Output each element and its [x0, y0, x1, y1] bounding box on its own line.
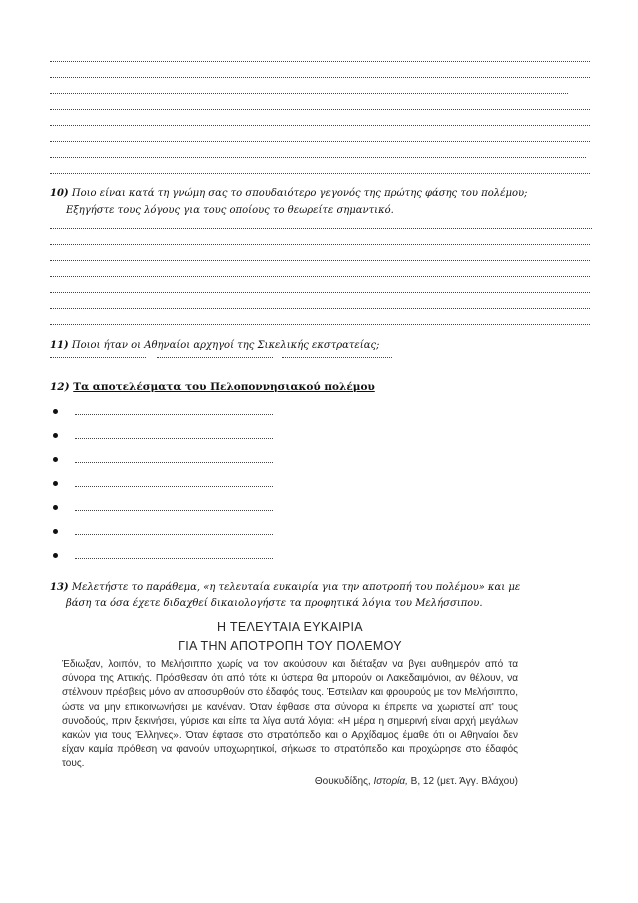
answer-line — [75, 486, 273, 487]
answer-line — [50, 172, 590, 174]
bullet-icon — [53, 457, 58, 462]
answer-line — [50, 259, 590, 261]
answer-line — [50, 76, 590, 78]
excerpt-subtitle: ΓΙΑ ΤΗΝ ΑΠΟΤΡΟΠΗ ΤΟΥ ΠΟΛΕΜΟΥ — [178, 639, 402, 653]
excerpt-body: Έδιωξαν, λοιπόν, το Μελήσιππο χωρίς να τον ακούσουν και διέταξαν να βγει αυθημερόν από τα σύνορα της Αττικής. Πρόσθεσαν ότι από τότε κι ύστερα θα μπορούν οι Λακεδαιμόνιοι, αν θέλουν, να στέλνουν πρέσβεις μόνο αν αποσυρθούν στο έδαφός τους. Έστειλαν και φρουρούς με τον Μελήσιππο, ώστε να μην επικοινωνήσει με κανέναν. Όταν έφθασε στα σύνορα κι έπρεπε να χωριστεί απ' τους συνοδούς, πριν ξεκινήσει, γύρισε και είπε τα λίγα αυτά λόγια: «Η μέρα η σημερινή είναι αρχή μεγάλων κακών για τους Έλληνες». Όταν έφτασε στο στρατόπεδο και ο Αρχίδαμος έμαθε ότι οι Αθηναίοι δεν είχαν καμία πρόθεση να φανούν υποχωρητικοί, σήκωσε το στρατόπεδο και προχώρησε στο έδαφός τους. — [62, 659, 518, 770]
answer-line — [75, 414, 273, 415]
answer-line — [75, 462, 273, 463]
question-13 — [50, 581, 520, 595]
question-number: 12) — [50, 381, 70, 393]
bullet-icon — [53, 481, 58, 486]
excerpt-title: Η ΤΕΛΕΥΤΑΙΑ ΕΥΚΑΙΡΙΑ — [217, 620, 363, 634]
answer-line — [75, 438, 273, 439]
question-10 — [50, 187, 527, 201]
source-author: Θουκυδίδης, — [314, 776, 371, 787]
answer-blank — [282, 356, 392, 358]
question-number: 13) — [50, 582, 69, 593]
source-excerpt — [62, 620, 518, 828]
answer-line — [50, 323, 590, 325]
question-text: Ποιοι ήταν οι Αθηναίοι αρχηγοί της Σικελικής εκστρατείας; — [71, 340, 380, 351]
answer-line — [50, 275, 590, 277]
question-text: Τα αποτελέσματα του Πελοποννησιακού πολέμου — [73, 381, 375, 393]
question-text: Μελετήστε το παράθεμα, «η τελευταία ευκαιρία για την αποτροπή του πολέμου» και με — [71, 582, 521, 593]
list-item — [50, 453, 270, 467]
answer-line — [75, 534, 273, 535]
answer-line — [50, 124, 590, 126]
answer-blank — [157, 356, 273, 358]
list-item — [50, 501, 270, 515]
bullet-icon — [53, 529, 58, 534]
answer-line — [50, 108, 590, 110]
bullet-icon — [53, 505, 58, 510]
question-12-heading — [50, 381, 375, 393]
answer-blank — [50, 356, 146, 358]
question-11 — [50, 339, 379, 353]
answer-line — [50, 60, 590, 62]
answer-line — [50, 140, 590, 142]
bullet-icon — [53, 553, 58, 558]
list-item — [50, 429, 270, 443]
answer-line — [50, 227, 592, 229]
answer-line — [50, 291, 590, 293]
bullet-icon — [53, 409, 58, 414]
question-number: 10) — [50, 188, 69, 199]
list-item — [50, 405, 270, 419]
answer-line — [50, 243, 590, 245]
question-10-line2: Εξηγήστε τους λόγους για τους οποίους το θεωρείτε σημαντικό. — [66, 205, 394, 216]
answer-line — [50, 156, 586, 158]
list-item — [50, 549, 270, 563]
source-work: Ιστορία, — [373, 776, 408, 787]
answer-line — [50, 307, 590, 309]
excerpt-source — [315, 776, 518, 787]
answer-line — [50, 92, 568, 94]
question-13-line2: βάση τα όσα έχετε διδαχθεί δικαιολογήστε τα προφητικά λόγια του Μελήσσιπου. — [66, 598, 483, 609]
question-text: Ποιο είναι κατά τη γνώμη σας το σπουδαιότερο γεγονός της πρώτης φάσης του πολέμου; — [71, 188, 528, 199]
list-item — [50, 477, 270, 491]
answer-line — [75, 558, 273, 559]
answer-line — [75, 510, 273, 511]
list-item — [50, 525, 270, 539]
question-number: 11) — [50, 340, 69, 351]
bullet-icon — [53, 433, 58, 438]
source-reference: Β, 12 (μετ. Άγγ. Βλάχου) — [410, 776, 518, 787]
